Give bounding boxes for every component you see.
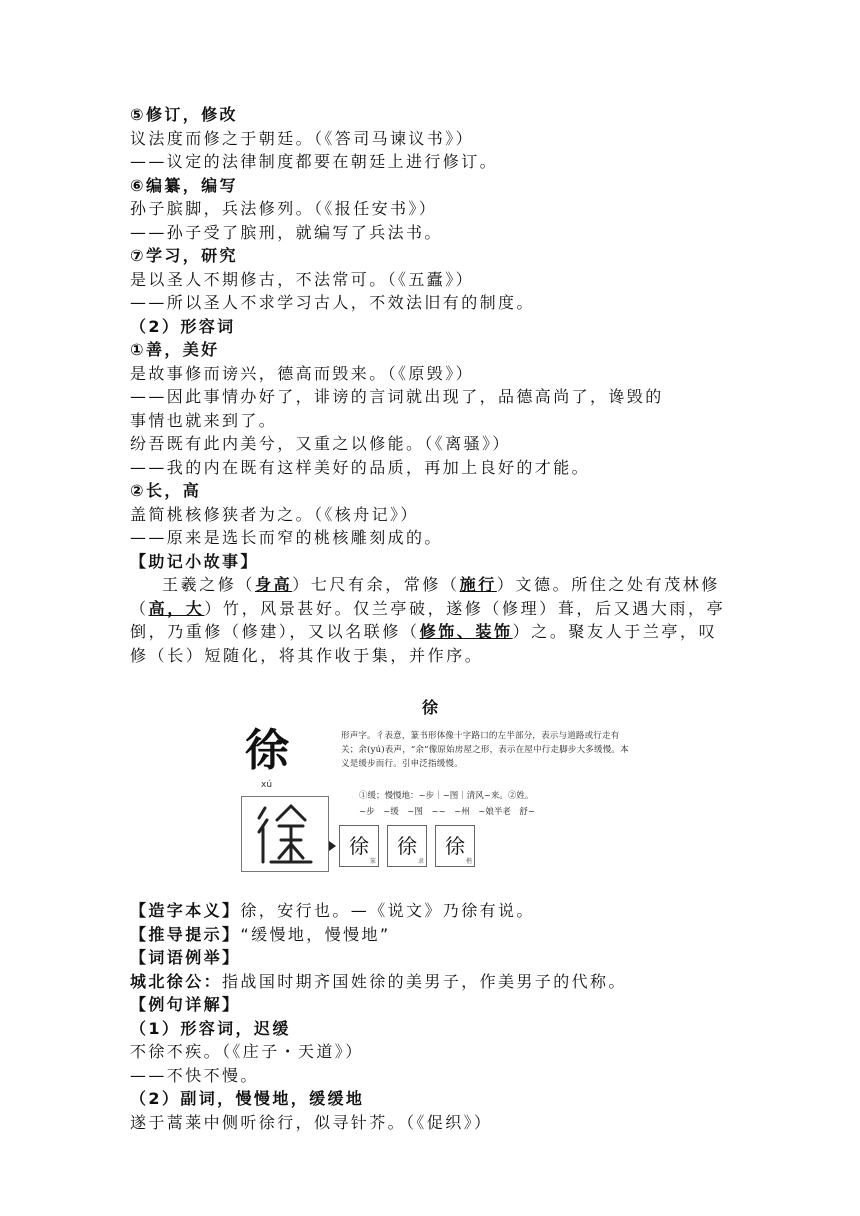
script-char: 徐 <box>445 834 465 858</box>
text-line: ——孙子受了膑刑，就编写了兵法书。 <box>130 222 443 242</box>
arrow-icon <box>329 841 336 851</box>
text-line: 事情也就来到了。 <box>130 410 278 430</box>
line-label: 城北徐公： <box>130 971 223 991</box>
line-text: 遂于蒿莱中侧听徐行，似寻针芥。（《促织》） <box>130 1112 493 1132</box>
document-page <box>130 103 730 1134</box>
text-line: 是以圣人不期修古，不法常可。（《五蠹》） <box>130 269 475 289</box>
line-label: 【造字本义】 <box>130 901 241 920</box>
heading-line: ②长，高 <box>130 481 202 500</box>
text-line: ——原来是选长而窄的桃核雕刻成的。 <box>130 528 443 547</box>
figure-definition: ①缓；慢慢地：~步｜~图｜清风~来。②姓。 <box>359 791 534 801</box>
script-box-2 <box>387 825 427 867</box>
text-line: ——我的内在既有这样美好的品质，再加上良好的才能。 <box>130 457 591 477</box>
text-line <box>130 946 730 970</box>
story-text: ）之。聚友人于兰亭，叹修（长）短随化，将其作收于集，并作序。 <box>130 622 718 665</box>
script-box-3 <box>435 825 475 867</box>
text-line: ——议定的法律制度都要在朝廷上进行修订。 <box>130 152 499 171</box>
story-text: ）竹，风景甚好。仅兰亭破，遂修（修理）葺，后又遇大雨，亭倒，乃重修（修建），又以名联修（ <box>130 598 726 641</box>
text-line <box>130 1087 730 1111</box>
section-xu-details <box>130 899 730 1134</box>
text-line <box>130 899 730 923</box>
character-figure <box>241 726 641 881</box>
heading-line: ①善，美好 <box>130 340 220 359</box>
text-line: 孙子膑脚，兵法修列。（《报任安书》） <box>130 199 438 218</box>
line-text: 徐，安行也。—《说文》乃徐有说。 <box>240 901 535 920</box>
text-line <box>130 1040 730 1064</box>
text-line <box>130 1111 730 1135</box>
story-text: ）文德。所住之处有茂林修（ <box>130 575 721 618</box>
story-underlined: 高，大 <box>148 598 205 618</box>
line-text: 指战国时期齐国姓徐的美男子，作美男子的代称。 <box>222 971 627 991</box>
text-line: 盖简桃核修狭者为之。（《核舟记》） <box>130 504 419 524</box>
big-character: 徐 <box>245 725 289 776</box>
text-line: ——因此事情办好了，诽谤的言词就出现了，品德高尚了，谗毁的 <box>130 387 664 406</box>
text-line: ——所以圣人不求学习古人，不效法旧有的制度。 <box>130 293 535 312</box>
text-line <box>130 993 730 1017</box>
heading-line: ⑤修订，修改 <box>130 105 238 124</box>
figure-compounds: ~步 ~缓 ~图 ~~ ~州 ~娘半老 舒~ <box>359 807 535 817</box>
line-label: 【词语例举】 <box>130 948 241 967</box>
script-box-1 <box>339 825 379 867</box>
story-underlined: 身高 <box>255 575 293 594</box>
heading-line: ⑥编纂，编写 <box>130 175 238 195</box>
pinyin-label: xú <box>261 780 273 790</box>
script-char: 徐 <box>397 834 417 858</box>
heading-line: （2）形容词 <box>130 316 236 336</box>
text-line <box>130 1064 730 1088</box>
text-line <box>130 970 730 994</box>
line-text: 不徐不疾。（《庄子・天道》） <box>130 1042 364 1061</box>
section-xiu-meanings <box>130 103 730 573</box>
line-label: 【例句详解】 <box>130 995 241 1014</box>
heading-line: 【助记小故事】 <box>130 551 259 571</box>
heading-line: ⑦学习，研究 <box>130 246 238 265</box>
script-tag: 篆 <box>369 858 376 865</box>
script-tag: 楷 <box>465 858 472 865</box>
story-text: ）七尺有余，常修（ <box>292 575 460 594</box>
script-tag: 隶 <box>417 858 424 865</box>
text-line: 是故事修而谤兴，德高而毁来。（《原毁》） <box>130 363 475 383</box>
story-underlined: 修饰、装饰 <box>419 622 513 641</box>
text-line: 议法度而修之于朝廷。（《答司马谏议书》） <box>130 128 475 148</box>
entry-title: 徐 <box>421 698 438 717</box>
story-underlined: 施行 <box>459 575 497 594</box>
line-label: （2）副词，慢慢地，缓缓地 <box>130 1089 365 1108</box>
line-label: 【推导提示】 <box>130 924 241 944</box>
text-line <box>130 923 730 947</box>
line-text: ——不快不慢。 <box>130 1065 259 1085</box>
line-text: “缓慢地，慢慢地” <box>240 924 391 944</box>
script-char: 徐 <box>349 834 369 858</box>
seal-script-image <box>251 800 319 868</box>
story-text: 王羲之修（ <box>162 575 256 594</box>
text-line: 纷吾既有此内美兮，又重之以修能。（《离骚》） <box>130 434 511 453</box>
line-label: （1）形容词，迟缓 <box>130 1018 291 1038</box>
figure-description: 形声字。彳表意，篆书形体像十字路口的左半部分，表示与道路或行走有关；余(yú)表声，“余”像原始房屋之形，表示在屋中行走脚步大多缓慢。本义是缓步而行。引申泛指缓慢。 <box>341 731 629 769</box>
story-paragraph <box>130 573 730 667</box>
text-line <box>130 1017 730 1041</box>
